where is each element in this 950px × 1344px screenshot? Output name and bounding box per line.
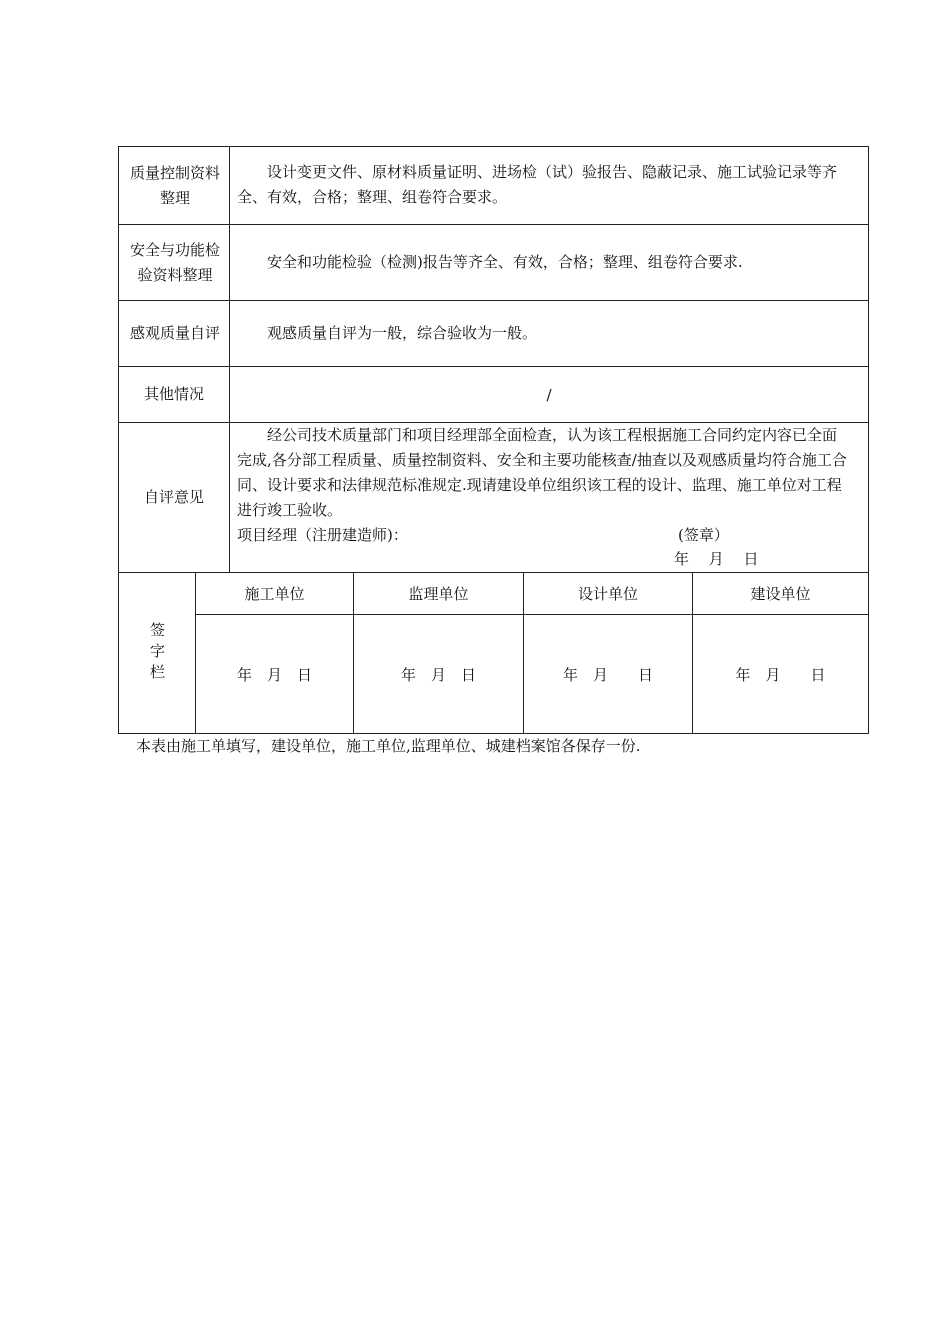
safety-content: 安全和功能检验（检测)报告等齐全、有效，合格；整理、组卷符合要求. xyxy=(267,253,743,271)
quality-control-content: 设计变更文件、原材料质量证明、进场检（试）验报告、隐蔽记录、施工试验记录等齐全、有效，合格；整理、组卷符合要求。 xyxy=(237,163,838,206)
quality-control-label: 质量控制资料整理 xyxy=(130,163,221,207)
self-eval-label: 自评意见 xyxy=(143,488,204,506)
footnote: 本表由施工单填写，建设单位，施工单位,监理单位、城建档案馆各保存一份. xyxy=(136,737,641,755)
unit-date-owner: 年 月 日 xyxy=(735,665,826,684)
unit-date-design: 年 月 日 xyxy=(562,665,653,684)
self-eval-date: 年 月 日 xyxy=(674,550,759,568)
safety-label: 安全与功能检验资料整理 xyxy=(130,240,221,284)
row-divider xyxy=(118,224,869,225)
signature-label: 签字栏 xyxy=(148,621,166,685)
other-label: 其他情况 xyxy=(143,385,204,403)
unit-date-construction: 年 月 日 xyxy=(236,665,312,684)
unit-name-supervision: 监理单位 xyxy=(408,585,469,603)
self-eval-content: 经公司技术质量部门和项目经理部全面检查，认为该工程根据施工合同约定内容已全面完成,各分部工程质量、质量控制资料、安全和主要功能核查/抽查以及观感质量均符合施工合同、设计要求和法律规范标准规定.现请建设单位组织该工程的设计、监理、施工单位对工程进行竣工验收。 xyxy=(237,426,847,519)
appearance-label: 感观质量自评 xyxy=(130,324,221,342)
other-content: / xyxy=(546,385,552,404)
unit-name-design: 设计单位 xyxy=(577,585,638,603)
label-column-divider xyxy=(229,146,230,573)
table-border-right xyxy=(868,146,869,734)
appearance-content: 观感质量自评为一般，综合验收为一般。 xyxy=(267,324,538,342)
unit-date-supervision: 年 月 日 xyxy=(400,665,476,684)
unit-name-construction: 施工单位 xyxy=(244,585,305,603)
table-border-top xyxy=(118,146,869,147)
unit-name-owner: 建设单位 xyxy=(750,585,811,603)
seal-label: (签章） xyxy=(678,526,729,544)
project-manager-label: 项目经理（注册建造师)： xyxy=(237,526,408,544)
row-divider xyxy=(118,300,869,301)
